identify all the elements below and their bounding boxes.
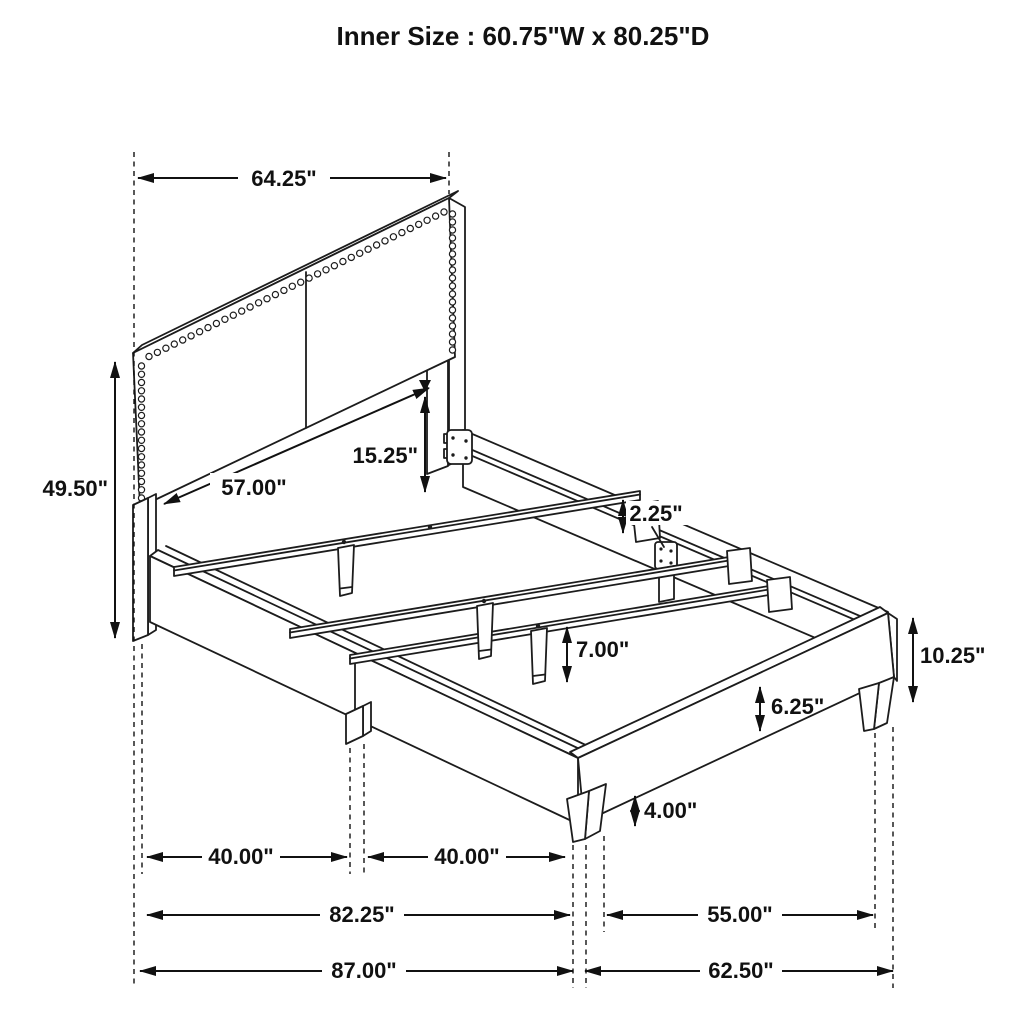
- nailhead: [315, 271, 321, 277]
- dim-label-head-to-mid-leg: 40.00": [208, 844, 274, 869]
- nailhead: [138, 371, 144, 377]
- nailhead: [222, 316, 228, 322]
- nailhead: [138, 487, 144, 493]
- slat-2-hook: [727, 548, 752, 584]
- dim-label-center-leg-height: 7.00": [576, 637, 630, 662]
- nailhead: [449, 219, 455, 225]
- dimension-center-leg-height: [567, 627, 639, 682]
- nailhead: [449, 347, 455, 353]
- dimension-headboard-width: [138, 163, 446, 191]
- nailhead: [154, 349, 160, 355]
- nailhead: [449, 283, 455, 289]
- nailhead: [382, 238, 388, 244]
- nailhead: [331, 263, 337, 269]
- dimension-rail-length: [147, 901, 570, 928]
- dim-label-headboard-width: 64.25": [251, 166, 317, 191]
- nailhead: [407, 225, 413, 231]
- dim-label-panel-to-rail-gap: 15.25": [352, 443, 418, 468]
- nailhead: [264, 296, 270, 302]
- nailhead: [138, 478, 144, 484]
- dimension-side-rail-height: [913, 618, 985, 702]
- nailhead: [180, 337, 186, 343]
- dim-label-mid-to-foot-leg: 40.00": [434, 844, 500, 869]
- dim-label-headboard-height: 49.50": [42, 476, 108, 501]
- nailhead: [138, 462, 144, 468]
- nailhead: [289, 283, 295, 289]
- headboard-bracket: [444, 430, 472, 464]
- bracket-plate: [655, 542, 677, 569]
- slat-3: [350, 585, 775, 664]
- dimension-corner-leg-height: [635, 796, 697, 826]
- nailhead: [138, 412, 144, 418]
- nailhead: [424, 217, 430, 223]
- nailhead: [449, 299, 455, 305]
- nailhead: [449, 315, 455, 321]
- nailhead-trim-left: [138, 363, 144, 501]
- mid-leg-side: [363, 702, 371, 736]
- nailhead: [163, 345, 169, 351]
- nailhead: [449, 275, 455, 281]
- dim-label-corner-leg-height: 4.00": [644, 798, 698, 823]
- nailhead: [449, 235, 455, 241]
- nailhead: [138, 429, 144, 435]
- nailhead: [306, 275, 312, 281]
- dim-label-side-rail-height: 10.25": [920, 643, 986, 668]
- nailhead: [247, 304, 253, 310]
- nailhead: [433, 213, 439, 219]
- nailhead: [138, 396, 144, 402]
- nailhead: [449, 243, 455, 249]
- nailhead: [256, 300, 262, 306]
- nailhead: [138, 470, 144, 476]
- nailhead: [230, 312, 236, 318]
- nailhead: [449, 211, 455, 217]
- nailhead: [138, 445, 144, 451]
- nailhead: [449, 339, 455, 345]
- dim-label-rail-length: 82.25": [329, 902, 395, 927]
- nailhead: [365, 246, 371, 252]
- nailhead: [197, 329, 203, 335]
- dimension-mid-to-foot-leg: [368, 843, 565, 870]
- nailhead: [138, 454, 144, 460]
- nailhead: [441, 209, 447, 215]
- nailhead: [138, 388, 144, 394]
- nailhead: [416, 221, 422, 227]
- nailhead: [138, 379, 144, 385]
- dim-label-foot-rail-height: 6.25": [771, 694, 825, 719]
- nailhead: [239, 308, 245, 314]
- bracket-plate: [447, 430, 472, 464]
- nailhead: [390, 234, 396, 240]
- nailhead: [146, 353, 152, 359]
- nailhead: [205, 325, 211, 331]
- nailhead: [323, 267, 329, 273]
- nailhead: [348, 254, 354, 260]
- dimension-foot-span: [607, 901, 873, 928]
- dim-label-headboard-inner-width: 57.00": [221, 475, 287, 500]
- nailhead: [374, 242, 380, 248]
- nailhead: [449, 323, 455, 329]
- nailhead: [272, 292, 278, 298]
- nailhead: [138, 421, 144, 427]
- nailhead: [449, 227, 455, 233]
- slat-3-hook: [767, 577, 792, 612]
- dim-label-total-width: 62.50": [708, 958, 774, 983]
- nailhead: [281, 287, 287, 293]
- nailhead: [138, 437, 144, 443]
- nailhead: [449, 251, 455, 257]
- nailhead: [449, 267, 455, 273]
- nailhead: [188, 333, 194, 339]
- dim-label-total-length: 87.00": [331, 958, 397, 983]
- dim-label-foot-span: 55.00": [707, 902, 773, 927]
- nailhead: [213, 320, 219, 326]
- nailhead: [449, 307, 455, 313]
- nailhead: [171, 341, 177, 347]
- dimension-total-length: [140, 957, 573, 984]
- nailhead: [138, 363, 144, 369]
- headboard-left-leg: [133, 498, 148, 641]
- dim-label-slat-bracket-height: 2.25": [629, 501, 683, 526]
- nailhead: [357, 250, 363, 256]
- near-side-rail: [150, 546, 592, 824]
- dimension-head-to-mid-leg: [147, 843, 347, 870]
- nailhead: [138, 404, 144, 410]
- front-corner-leg: [567, 791, 589, 842]
- dimension-total-width: [585, 957, 893, 984]
- nailhead: [340, 258, 346, 264]
- nailhead: [449, 291, 455, 297]
- nailhead: [449, 259, 455, 265]
- page-title: Inner Size : 60.75"W x 80.25"D: [336, 21, 710, 51]
- nailhead: [449, 331, 455, 337]
- nailhead: [298, 279, 304, 285]
- dimension-headboard-height: [43, 362, 115, 638]
- nailhead: [399, 230, 405, 236]
